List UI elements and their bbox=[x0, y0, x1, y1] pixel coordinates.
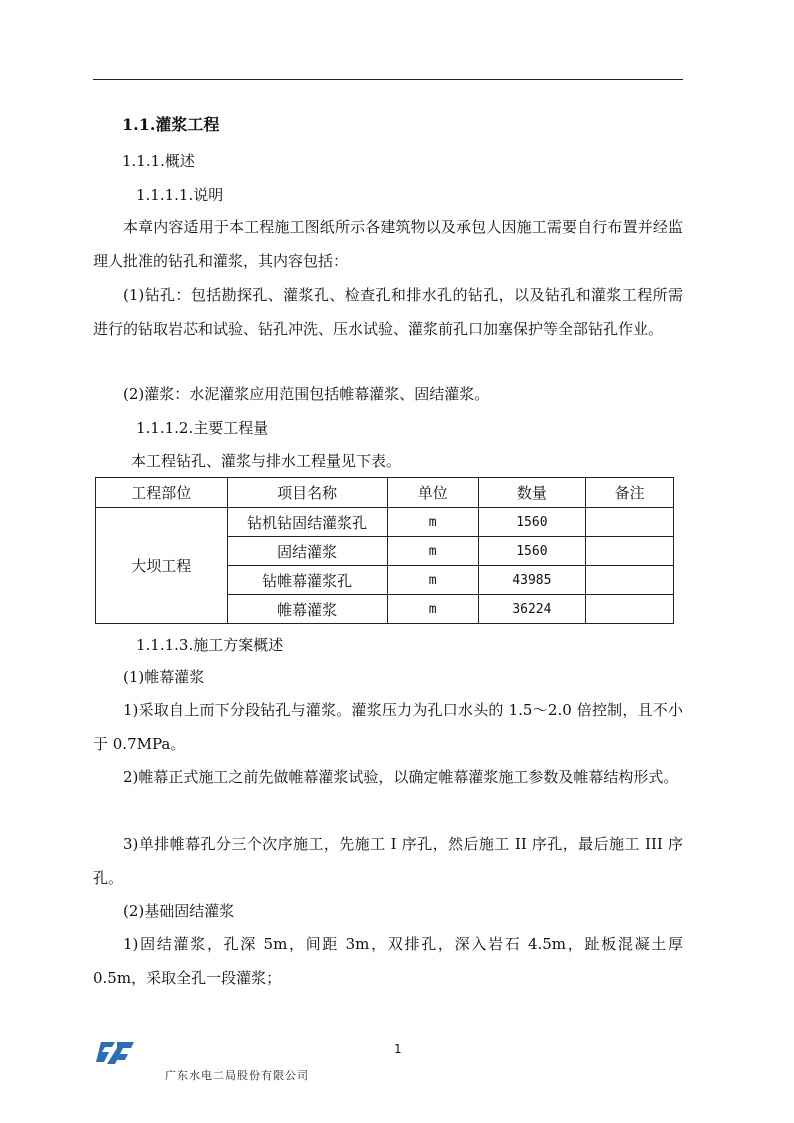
table-cell-name: 钻帷幕灌浆孔 bbox=[227, 566, 387, 595]
company-logo-icon bbox=[93, 1038, 137, 1068]
table-cell-qty: 1560 bbox=[478, 537, 586, 566]
table-cell-note bbox=[586, 566, 674, 595]
table-cell-name: 固结灌浆 bbox=[227, 537, 387, 566]
table-header-cell: 项目名称 bbox=[227, 478, 387, 508]
table-cell-unit: m bbox=[387, 566, 478, 595]
table-row bbox=[96, 508, 674, 537]
paragraph-consolidation-title: (2)基础固结灌浆 bbox=[123, 902, 235, 920]
page-number: 1 bbox=[394, 1042, 402, 1056]
table-cell-qty: 36224 bbox=[478, 595, 586, 624]
company-name: 广东水电二局股份有限公司 bbox=[165, 1069, 309, 1082]
table-cell-qty: 1560 bbox=[478, 508, 586, 537]
table-cell-name: 钻机钻固结灌浆孔 bbox=[227, 508, 387, 537]
table-header-cell: 工程部位 bbox=[96, 478, 228, 508]
heading-main-quantities: 1.1.1.2.主要工程量 bbox=[136, 419, 269, 437]
table-cell-note bbox=[586, 537, 674, 566]
table-cell-qty: 43985 bbox=[478, 566, 586, 595]
heading-construction-plan: 1.1.1.3.施工方案概述 bbox=[136, 636, 284, 654]
header-rule bbox=[93, 79, 683, 80]
paragraph-curtain-step-1: 1)采取自上而下分段钻孔与灌浆。灌浆压力为孔口水头的 1.5～2.0 倍控制，且不小于 0.7MPa。 bbox=[93, 701, 683, 753]
table-cell-unit: m bbox=[387, 595, 478, 624]
table-header-row bbox=[96, 478, 674, 508]
heading-overview: 1.1.1.概述 bbox=[122, 152, 195, 170]
table-cell-unit: m bbox=[387, 508, 478, 537]
table-header-cell: 单位 bbox=[387, 478, 478, 508]
heading-description: 1.1.1.1.说明 bbox=[136, 186, 224, 204]
paragraph-consolidation-step-1: 1)固结灌浆，孔深 5m，间距 3m，双排孔，深入岩石 4.5m，趾板混凝土厚 0.5m，采取全孔一段灌浆； bbox=[93, 935, 683, 987]
table-header-cell: 数量 bbox=[478, 478, 586, 508]
paragraph-drilling: (1)钻孔：包括勘探孔、灌浆孔、检查孔和排水孔的钻孔，以及钻孔和灌浆工程所需进行的钻取岩芯和试验、钻孔冲洗、压水试验、灌浆前孔口加塞保护等全部钻孔作业。 bbox=[93, 286, 683, 338]
table-group-cell: 大坝工程 bbox=[96, 508, 228, 624]
table-cell-name: 帷幕灌浆 bbox=[227, 595, 387, 624]
table-cell-note bbox=[586, 595, 674, 624]
paragraph-intro: 本章内容适用于本工程施工图纸所示各建筑物以及承包人因施工需要自行布置并经监理人批准的钻孔和灌浆，其内容包括： bbox=[93, 218, 683, 270]
paragraph-grouting: (2)灌浆：水泥灌浆应用范围包括帷幕灌浆、固结灌浆。 bbox=[123, 385, 490, 403]
table-cell-unit: m bbox=[387, 537, 478, 566]
quantities-table bbox=[95, 477, 674, 624]
paragraph-curtain-step-3: 3)单排帷幕孔分三个次序施工，先施工 I 序孔，然后施工 II 序孔，最后施工 III 序孔。 bbox=[93, 835, 683, 887]
paragraph-curtain-step-2: 2)帷幕正式施工之前先做帷幕灌浆试验，以确定帷幕灌浆施工参数及帷幕结构形式。 bbox=[123, 768, 679, 786]
table-cell-note bbox=[586, 508, 674, 537]
paragraph-curtain-title: (1)帷幕灌浆 bbox=[123, 668, 205, 686]
table-header-cell: 备注 bbox=[586, 478, 674, 508]
heading-grouting-works: 1.1.灌浆工程 bbox=[122, 115, 220, 134]
paragraph-table-intro: 本工程钻孔、灌浆与排水工程量见下表。 bbox=[131, 452, 402, 470]
